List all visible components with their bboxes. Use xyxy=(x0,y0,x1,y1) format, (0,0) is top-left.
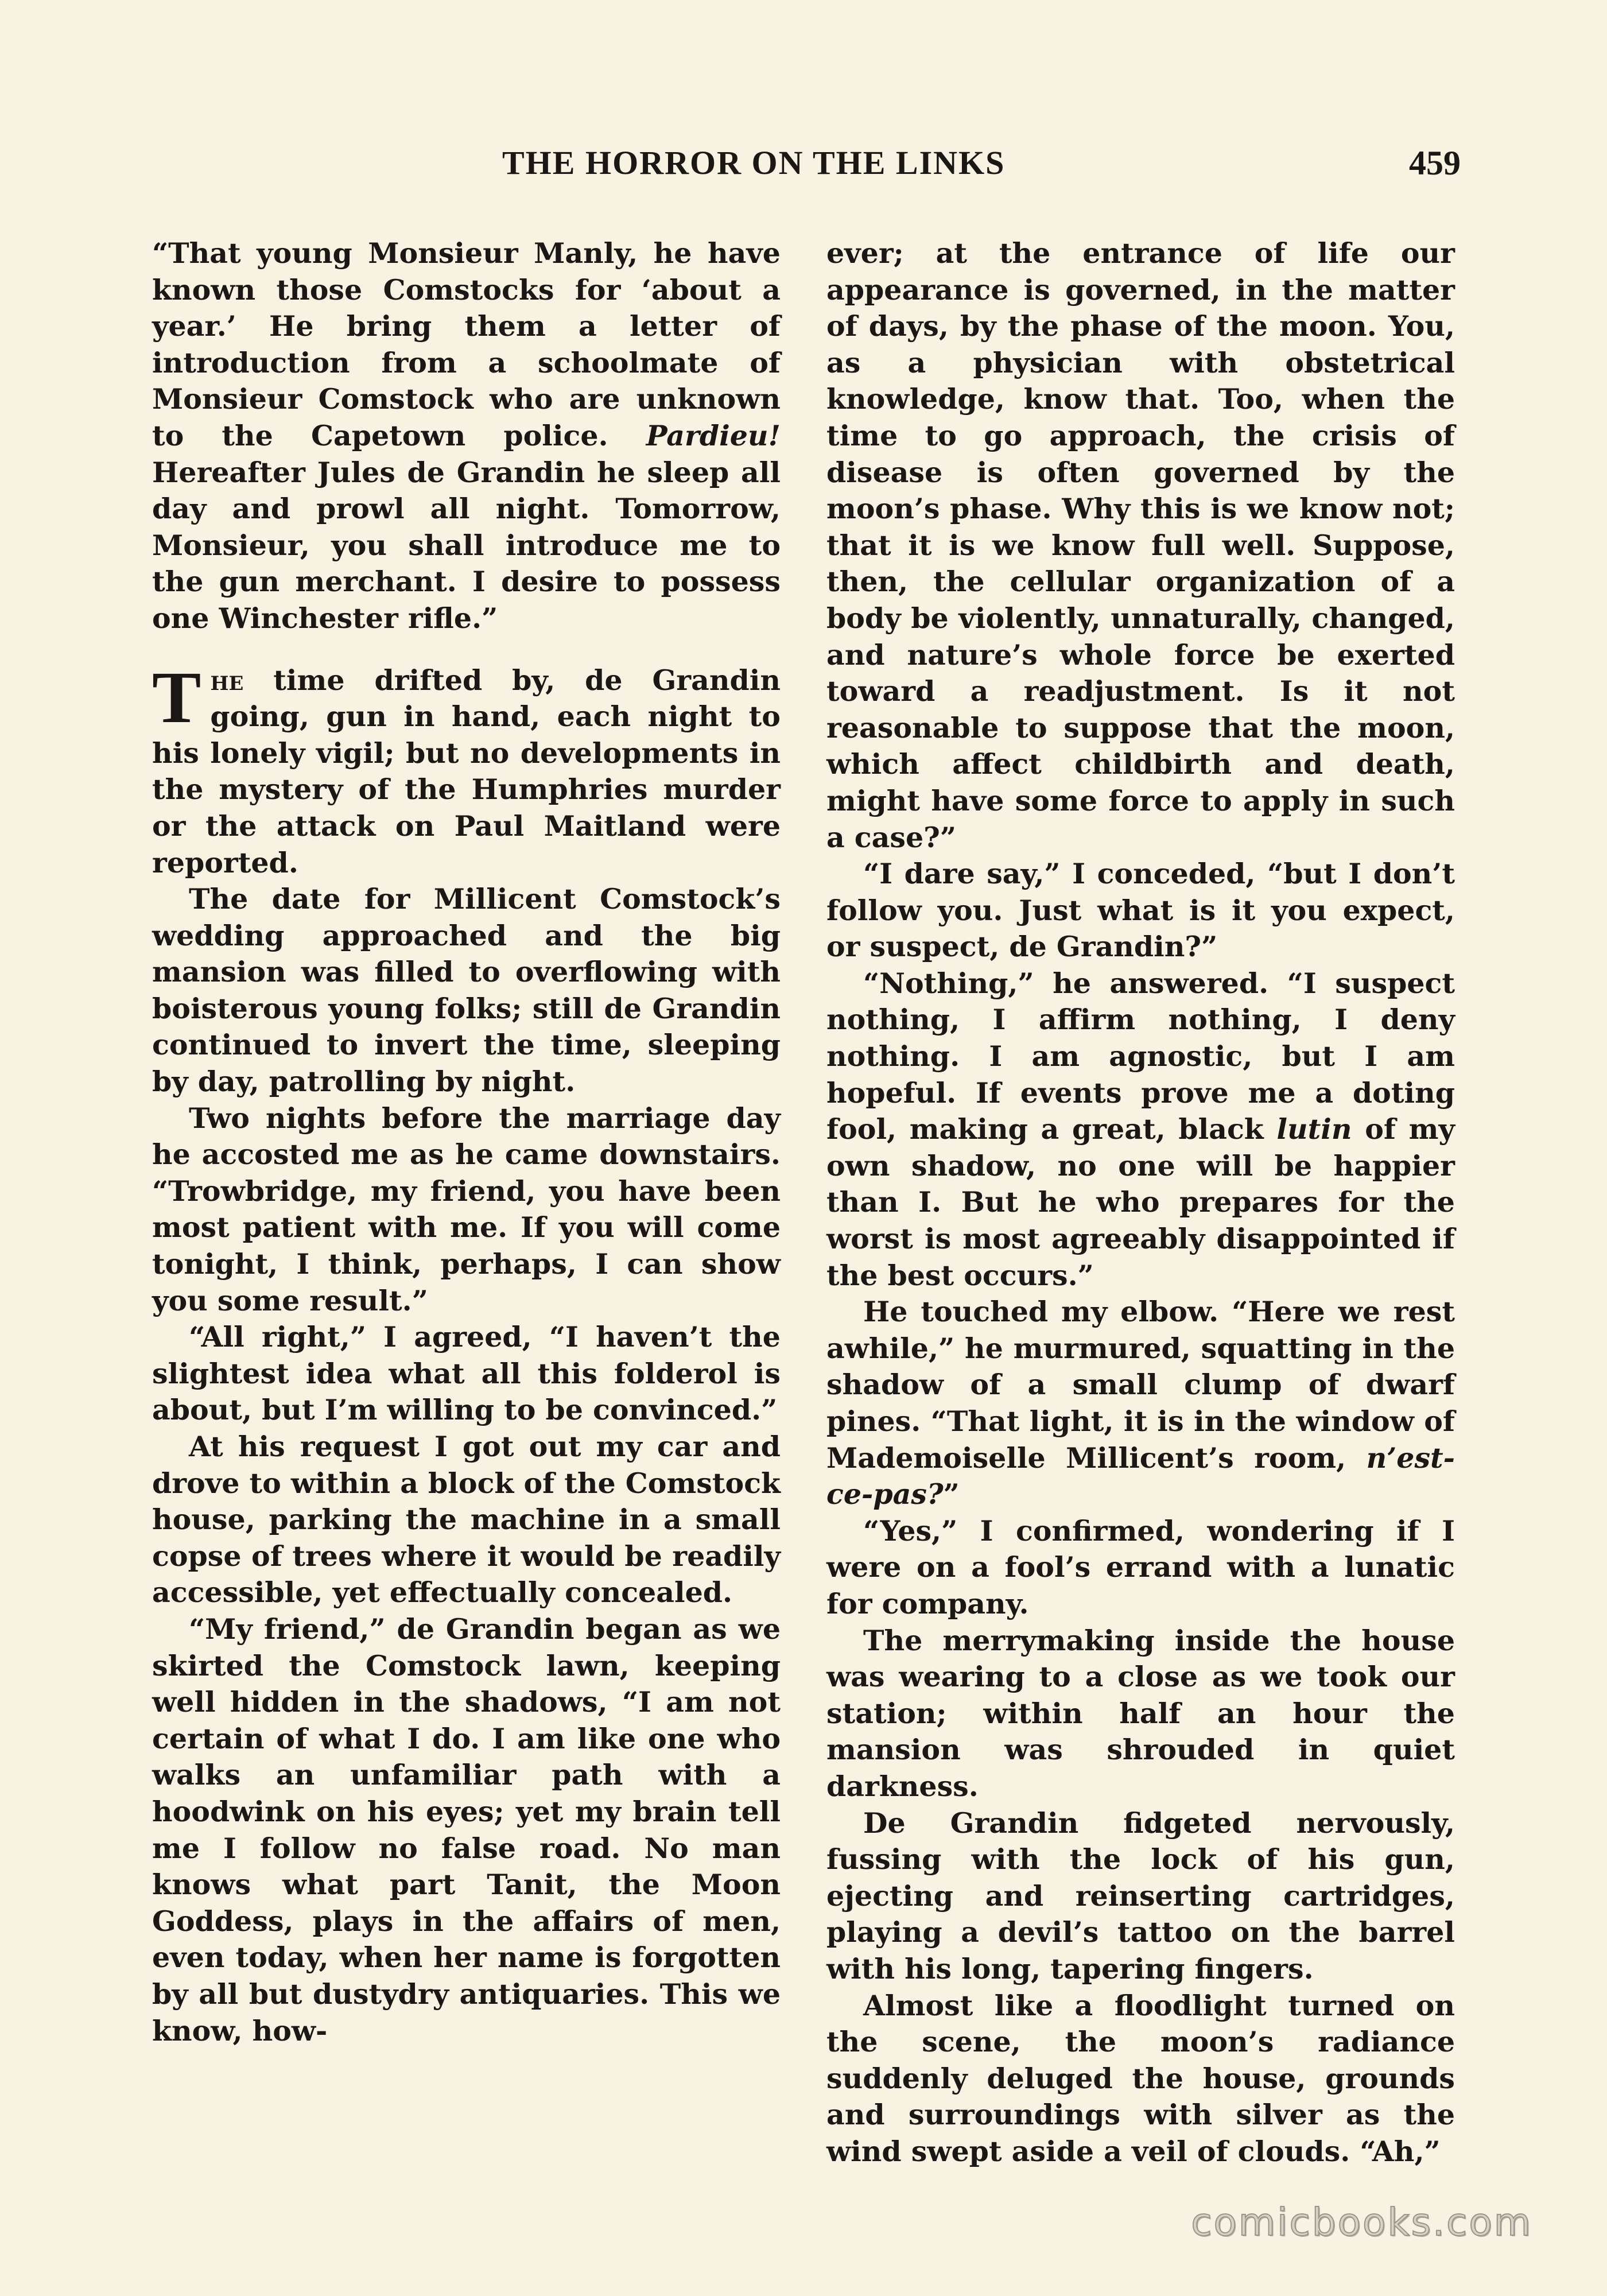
paragraph: “All right,” I agreed, “I haven’t the slightest idea what all this folderol is about, but I’m willing to be convinced.” xyxy=(152,1320,781,1427)
paragraph xyxy=(826,965,1455,1294)
text-run: “Nothing,” he answered. “I suspect nothing, I affirm nothing, I deny nothing. I am agnostic, but I am hopeful. If events prove me a doting fool, making a great, black xyxy=(826,966,1455,1146)
text-run: time drifted by, de Grandin going, gun in hand, each night to his lonely vigil; but no developments in the mystery of the Humphries murder or the attack on Paul Maitland were reported. xyxy=(152,663,781,879)
paragraph-dropcap xyxy=(152,656,781,882)
paragraph: Almost like a floodlight turned on the scene, the moon’s radiance suddenly deluged the house, grounds and surroundings with silver as the wind swept aside a veil of clouds. “Ah,” xyxy=(826,1988,1455,2168)
site-watermark: comicbooks.com xyxy=(1191,2200,1532,2244)
paragraph xyxy=(826,1294,1455,1513)
text-run: “That young Monsieur Manly, he have known those Comstocks for ‘about a year.’ He bring them a letter of introduction from a schoolmate of Monsieur Comstock who are unknown to the Capetown police. xyxy=(152,236,781,452)
text-run: of my own shadow, no one will be happier than I. But he who prepares for the worst is most agreeably disappointed if the best occurs.” xyxy=(826,1112,1455,1292)
paragraph: The date for Millicent Comstock’s wedding approached and the big mansion was filled to overflowing with boisterous young folks; still de Grandin continued to invert the time, sleeping by day, patrolling by night. xyxy=(152,882,781,1099)
paragraph: De Grandin fidgeted nervously, fussing with the lock of his gun, ejecting and reinserting cartridges, playing a devil’s tattoo on the barrel with his long, tapering fingers. xyxy=(826,1806,1455,1985)
text-run: ” xyxy=(943,1477,960,1511)
paragraph: ever; at the entrance of life our appearance is governed, in the matter of days, by the phase of the moon. You, as a physician with obstetrical knowledge, know that. Too, when the time to go approach, the crisis of disease is often governed by the moon’s phase. Why this is we know not; that it is we know full well. Suppose, then, the cellular organization of a body be violently, unnaturally, changed, and nature’s whole force be exerted toward a readjustment. Is it not reasonable to suppose that the moon, which affect childbirth and death, might have some force to apply in such a case?” xyxy=(826,236,1455,854)
paragraph: At his request I got out my car and drove to within a block of the Comstock house, parking the machine in a small copse of trees where it would be readily accessible, yet effectually concealed. xyxy=(152,1430,781,1609)
page-header xyxy=(155,144,1461,189)
italic-text: lutin xyxy=(1276,1112,1352,1146)
text-run: Hereafter Jules de Grandin he sleep all day and prowl all night. Tomorrow, Monsieur, you shall introduce me to the gun merchant. I desire to possess one Winchester rifle.” xyxy=(152,455,781,635)
paragraph: “Yes,” I confirmed, wondering if I were on a fool’s errand with a lunatic for company. xyxy=(826,1514,1455,1620)
text-run: He touched my elbow. “Here we rest awhile,” he murmured, squatting in the shadow of a small clump of dwarf pines. “That light, it is in the window of Mademoiselle Millicent’s room, xyxy=(826,1295,1455,1475)
paragraph xyxy=(152,235,781,637)
running-title: THE HORROR ON THE LINKS xyxy=(502,144,1006,181)
paragraph: The merrymaking inside the house was wearing to a close as we took our station; within half an hour the mansion was shrouded in quiet darkness. xyxy=(826,1623,1455,1803)
drop-cap: T xyxy=(152,656,201,738)
paragraph: “My friend,” de Grandin began as we skirted the Comstock lawn, keeping well hidden in the shadows, “I am not certain of what I do. I am like one who walks an unfamiliar path with a hoodwink on his eyes; yet my brain tell me I follow no false road. No man knows what part Tanit, the Moon Goddess, plays in the affairs of men, even today, when her name is forgotten by all but dustydry antiquaries. This we know, how- xyxy=(152,1612,781,2047)
paragraph: Two nights before the marriage day he accosted me as he came downstairs. “Trowbridge, my friend, you have been most patient with me. If you will come tonight, I think, perhaps, I can show you some result.” xyxy=(152,1101,781,1317)
right-column xyxy=(826,235,1455,2170)
paragraph: “I dare say,” I conceded, “but I don’t follow you. Just what is it you expect, or suspect, de Grandin?” xyxy=(826,857,1455,964)
italic-text: n’est-ce-pas? xyxy=(826,1441,1455,1511)
page-number: 459 xyxy=(1409,144,1461,182)
italic-text: Pardieu! xyxy=(646,418,781,452)
left-column xyxy=(152,235,781,2049)
small-caps-text: he xyxy=(210,663,244,697)
